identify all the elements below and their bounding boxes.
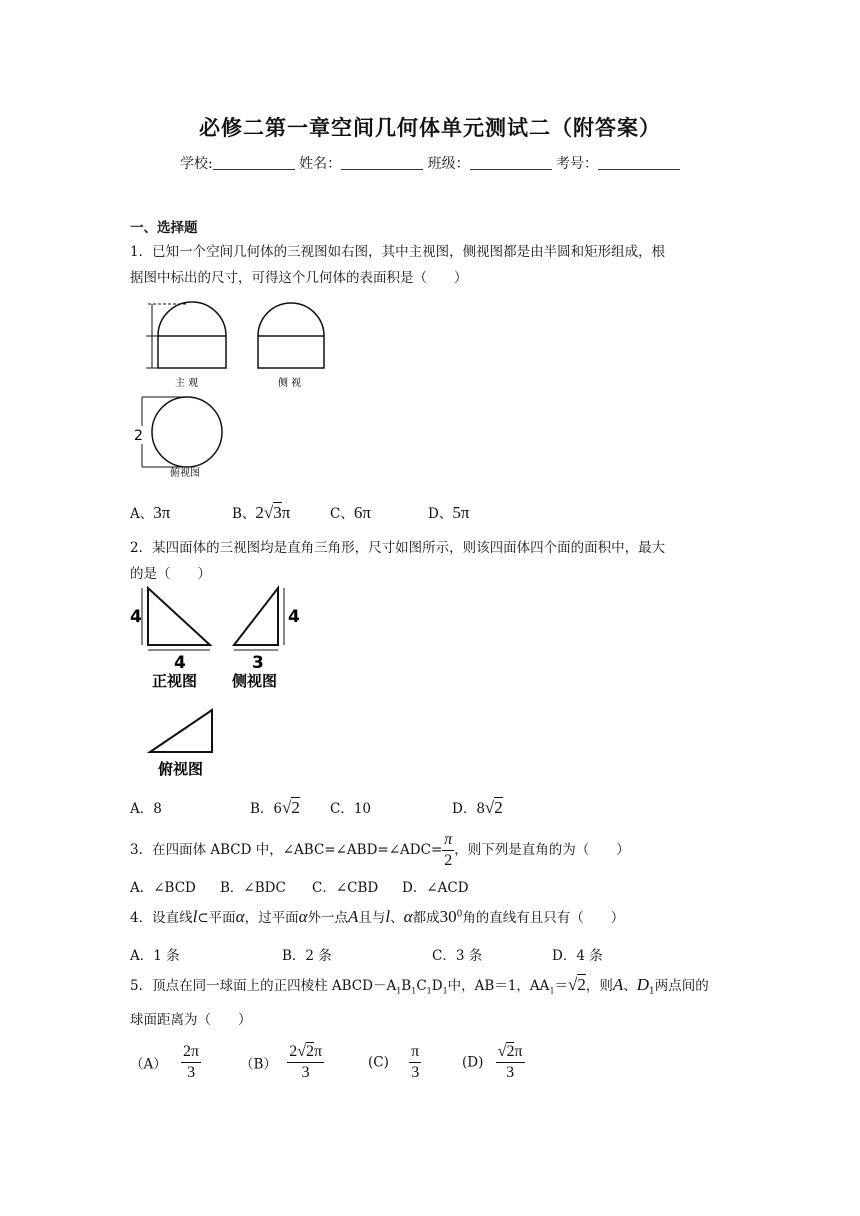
q1-option-c[interactable]: C、6π — [330, 503, 371, 522]
q3-option-d[interactable]: D．∠ACD — [402, 880, 469, 896]
q2-text-line1: 2．某四面体的三视图均是直角三角形，尺寸如图所示，则该四面体四个面的面积中，最大 — [130, 540, 666, 556]
student-info-line — [0, 153, 860, 173]
q2-side-view — [234, 588, 284, 650]
sqrt-icon: √ — [263, 503, 274, 522]
q4-option-c[interactable]: C．3 条 — [432, 948, 483, 964]
q4-option-b[interactable]: B．2 条 — [282, 948, 332, 964]
q1-top-dimension: 2 — [134, 428, 143, 444]
class-blank[interactable] — [470, 155, 552, 170]
sqrt-icon: √ — [297, 1043, 306, 1060]
q1-option-a[interactable]: A、3π — [130, 503, 171, 522]
q2-figure — [128, 582, 308, 782]
q2-side-height: 4 — [288, 607, 300, 627]
q4-option-a[interactable]: A．1 条 — [130, 948, 180, 964]
q3-option-a[interactable]: A．∠BCD — [130, 880, 196, 896]
q3-option-c[interactable]: C．∠CBD — [312, 880, 379, 896]
q1-text-line2: 据图中标出的尺寸，可得这个几何体的表面积是（ ） — [130, 270, 468, 286]
q5-option-d[interactable]: (D) $\frac{√2\pi}{3}$ — [462, 1043, 523, 1081]
class-label: 班级： — [427, 156, 470, 172]
q5-option-a[interactable]: （A） $\frac{2\pi}{3}$ — [130, 1043, 200, 1081]
q2-top-caption: 俯视图 — [158, 760, 204, 778]
q3-option-b[interactable]: B．∠BDC — [220, 880, 286, 896]
q1-option-b[interactable]: B、2√3π — [232, 503, 291, 522]
q2-option-c[interactable]: C．10 — [330, 801, 372, 817]
page-title: 必修二第一章空间几何体单元测试二（附答案） — [199, 116, 661, 140]
q5-text-line1: 5．顶点在同一球面上的正四棱柱 $ABCD-A_1B_1C_1D_1$中，AB＝1，$AA_1=√2$，则A、$D_1$两点间的 — [130, 975, 709, 997]
q1-figure — [130, 298, 330, 488]
school-blank[interactable] — [213, 155, 295, 170]
sqrt-icon: √ — [568, 975, 578, 994]
q1-top-view — [142, 397, 222, 467]
sqrt-icon: √ — [282, 798, 292, 817]
q2-option-a[interactable]: A．8 — [130, 801, 162, 817]
exam-no-blank[interactable] — [598, 155, 680, 170]
q4-text: 4．设直线l⊂平面α，过平面α外一点A且与l、α都成$30^0$角的直线有且只有（ ） — [130, 907, 625, 926]
q1-side-caption: 侧 视 — [278, 378, 302, 389]
q1-option-d[interactable]: D、5π — [428, 503, 470, 522]
q3-text: 3．在四面体 ABCD 中，∠ABC=∠ABD=∠ADC= $\frac{\pi}{2}$ ，则下列是直角的为（ ） — [130, 831, 630, 869]
q3-fraction: $\frac{\pi}{2}$ — [444, 831, 453, 869]
q1-side-view — [258, 303, 324, 368]
sqrt-icon: √ — [497, 1043, 507, 1060]
q2-text-line2: 的是（ ） — [130, 566, 211, 582]
q2-front-height: 4 — [130, 607, 142, 627]
sqrt-icon: √ — [484, 798, 495, 817]
q2-side-caption: 侧视图 — [232, 672, 278, 690]
q2-front-view — [142, 588, 210, 650]
name-label: 姓名： — [299, 156, 342, 172]
section-heading: 一、选择题 — [130, 220, 198, 236]
q5-option-b[interactable]: （B） $\frac{2√2\pi}{3}$ — [240, 1043, 323, 1081]
q1-front-caption: 主 观 — [175, 378, 199, 389]
q2-front-width: 4 — [174, 653, 186, 673]
q5-text-line2: 球面距离为（ ） — [130, 1012, 252, 1028]
q5-option-c[interactable]: (C) $\frac{\pi}{3}$ — [368, 1043, 420, 1081]
q1-text-line1: 1．已知一个空间几何体的三视图如右图，其中主视图，侧视图都是由半圆和矩形组成，根 — [130, 244, 666, 260]
q1-front-view — [146, 302, 226, 368]
school-label: 学校: — [179, 156, 213, 172]
exam-no-label: 考号： — [556, 156, 599, 172]
q2-front-caption: 正视图 — [152, 672, 198, 690]
q2-top-view — [150, 710, 212, 752]
q2-option-d[interactable]: D．8√2 — [452, 798, 503, 817]
q4-option-d[interactable]: D．4 条 — [552, 948, 603, 964]
q1-top-caption: 俯视图 — [170, 468, 200, 479]
name-blank[interactable] — [341, 155, 423, 170]
q2-option-b[interactable]: B．6√2 — [250, 798, 300, 817]
q2-side-width: 3 — [252, 653, 264, 673]
